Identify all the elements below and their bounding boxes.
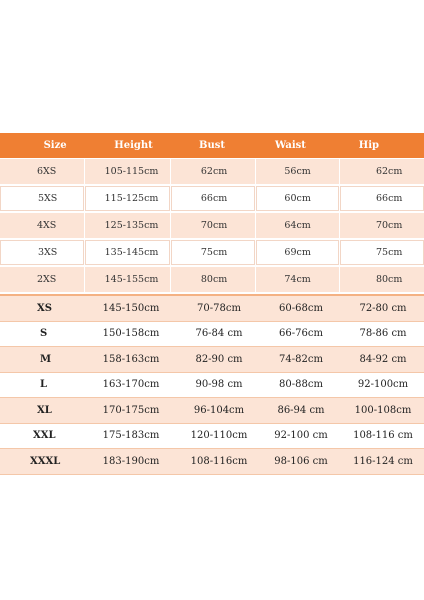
size-cell: M — [40, 353, 52, 365]
table-row — [0, 159, 424, 184]
hip-cell: 100-108cm — [354, 404, 412, 416]
height-cell: 105-115cm — [85, 159, 171, 184]
bust-cell: 120-110cm — [190, 430, 248, 442]
waist-cell: 60-68cm — [279, 302, 323, 314]
hip-cell: 116-124 cm — [353, 455, 413, 467]
bust-cell: 90-98 cm — [195, 379, 243, 391]
waist-cell: 74cm — [256, 267, 340, 292]
hip-cell: 75cm — [340, 240, 424, 265]
header-size: Size — [43, 140, 67, 151]
waist-cell: 56cm — [256, 159, 340, 184]
table-row — [0, 398, 424, 424]
waist-cell: 74-82cm — [279, 353, 323, 365]
size-cell: L — [40, 379, 48, 391]
height-cell: 115-125cm — [85, 186, 171, 211]
height-cell: 145-150cm — [102, 302, 160, 314]
height-cell: 183-190cm — [102, 455, 160, 467]
hip-cell: 108-116 cm — [353, 430, 413, 442]
size-cell: 4XS — [0, 213, 84, 238]
size-cell: 3XS — [0, 240, 84, 265]
height-cell: 170-175cm — [102, 404, 160, 416]
size-cell: 2XS — [0, 267, 84, 292]
waist-cell: 60cm — [256, 186, 340, 211]
table-row — [0, 347, 424, 373]
hip-cell: 78-86 cm — [359, 328, 407, 340]
table-header — [0, 133, 424, 158]
waist-cell: 69cm — [256, 240, 340, 265]
size-chart-table — [0, 133, 424, 475]
bust-cell: 66cm — [171, 186, 255, 211]
header-waist: Waist — [275, 140, 306, 151]
height-cell: 175-183cm — [102, 430, 160, 442]
adult-size-section — [0, 294, 424, 475]
waist-cell: 80-88cm — [279, 379, 323, 391]
header-bust: Bust — [199, 140, 225, 151]
table-row — [0, 296, 424, 322]
height-cell: 145-155cm — [85, 267, 171, 292]
hip-cell: 66cm — [340, 186, 424, 211]
table-row — [0, 373, 424, 399]
size-cell: XXL — [33, 430, 56, 442]
bust-cell: 80cm — [171, 267, 255, 292]
height-cell: 150-158cm — [102, 328, 160, 340]
size-cell: XS — [37, 302, 52, 314]
table-row — [0, 267, 424, 292]
hip-cell: 92-100cm — [357, 379, 409, 391]
height-cell: 158-163cm — [102, 353, 160, 365]
header-hip: Hip — [358, 140, 380, 151]
waist-cell: 98-106 cm — [274, 455, 328, 467]
table-row — [0, 186, 424, 211]
hip-cell: 62cm — [340, 159, 424, 184]
size-cell: 5XS — [0, 186, 84, 211]
bust-cell: 108-116cm — [190, 455, 248, 467]
table-row — [0, 449, 424, 475]
height-cell: 135-145cm — [85, 240, 171, 265]
waist-cell: 92-100 cm — [274, 430, 328, 442]
height-cell: 163-170cm — [102, 379, 160, 391]
hip-cell: 70cm — [340, 213, 424, 238]
hip-cell: 84-92 cm — [359, 353, 407, 365]
bust-cell: 62cm — [171, 159, 255, 184]
header-height: Height — [114, 140, 153, 151]
bust-cell: 70cm — [171, 213, 255, 238]
waist-cell: 64cm — [256, 213, 340, 238]
bust-cell: 70-78cm — [197, 302, 241, 314]
bust-cell: 82-90 cm — [195, 353, 243, 365]
bust-cell: 75cm — [171, 240, 255, 265]
size-cell: XXXL — [30, 455, 61, 467]
kids-size-section — [0, 158, 424, 292]
table-row — [0, 213, 424, 238]
table-row — [0, 424, 424, 450]
bust-cell: 96-104cm — [193, 404, 245, 416]
waist-cell: 86-94 cm — [277, 404, 325, 416]
hip-cell: 72-80 cm — [359, 302, 407, 314]
bust-cell: 76-84 cm — [195, 328, 243, 340]
height-cell: 125-135cm — [85, 213, 171, 238]
table-row — [0, 322, 424, 348]
size-cell: S — [40, 328, 48, 340]
waist-cell: 66-76cm — [279, 328, 323, 340]
table-row — [0, 240, 424, 265]
size-cell: 6XS — [0, 159, 84, 184]
hip-cell: 80cm — [340, 267, 424, 292]
size-cell: XL — [37, 404, 52, 416]
